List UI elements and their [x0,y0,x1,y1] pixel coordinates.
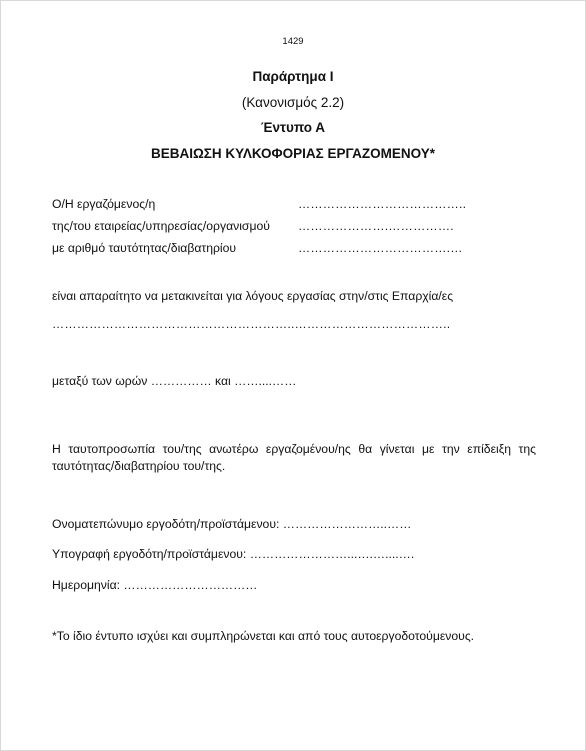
province-field: …………………………………………………..……………………………….. [52,317,451,331]
company-label: της/του εταιρείας/υπηρεσίας/οργανισμού [52,219,270,233]
date-line: Ημερομηνία: …………………………… [52,578,258,592]
document-title: ΒΕΒΑΙΩΣΗ ΚΥΛΚΟΦΟΡΙΑΣ ΕΡΓΑΖΟΜΕΝΟΥ* [150,146,436,161]
hours-line: μεταξύ των ωρών …………… και ……....…… [52,374,297,388]
employee-name-field: ………………………………….. [298,197,467,211]
page-number: 1429 [282,36,304,47]
movement-statement: είναι απαραίτητο να μετακινείται για λόγους εργασίας στην/στις Επαρχία/ες [52,289,454,303]
regulation-reference: (Κανονισμός 2.2) [241,95,345,110]
id-number-label: με αριθμό ταυτότητας/διαβατηρίου [52,241,237,255]
annex-title: Παράρτημα Ι [252,69,334,84]
company-field: ………………….……………. [298,219,454,233]
form-name: Έντυπο Α [260,120,326,135]
employer-signature-line: Υπογραφή εργοδότη/προϊστάμενου: ……………………...….…....…. [52,547,415,561]
footnote: *Το ίδιο έντυπο ισχύει και συμπληρώνεται και από τους αυτοεργοδοτούμενους. [52,629,475,643]
identification-paragraph: Η ταυτοπροσωπία του/της ανωτέρω εργαζομένου/ης θα γίνεται με την επίδειξη της ταυτότητας/διαβατηρίου του/της. [52,442,536,473]
employee-label: Ο/Η εργαζόμενος/η [52,197,156,211]
id-number-field: ……………………………….… [298,241,463,255]
employer-name-line: Ονοματεπώνυμο εργοδότη/προϊστάμενου: ……………………..…… [52,517,412,531]
